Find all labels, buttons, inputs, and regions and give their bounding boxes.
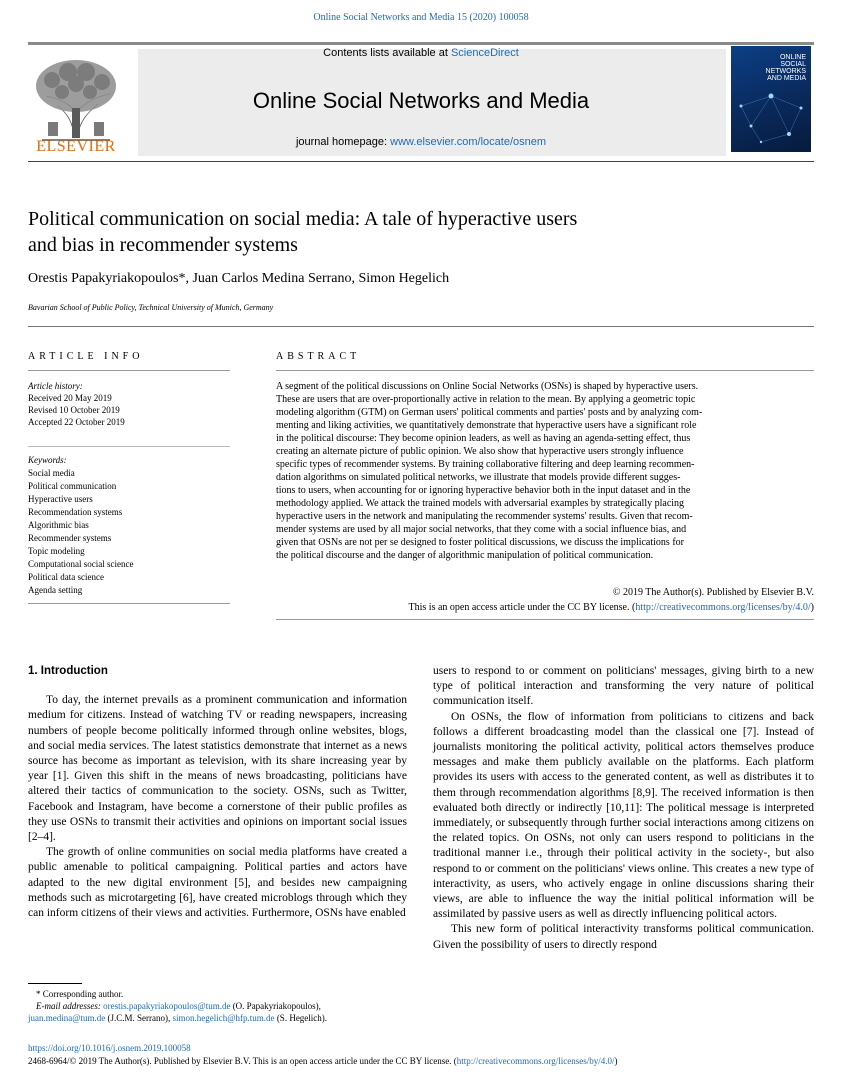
article-title-line: Political communication on social media: A tale of hyperactive users xyxy=(28,208,578,230)
abstract-line: These are users that are over-proportionally active in relation to the mean. By applying a geometric topic xyxy=(276,394,696,405)
abstract-text xyxy=(276,380,814,562)
homepage-link[interactable]: www.elsevier.com/locate/osnem xyxy=(390,136,547,148)
body-paragraph: users to respond to or comment on politicians' messages, giving birth to a new type of political interaction and transforming the very nature of political communication itself. xyxy=(433,665,814,708)
email-owner: (J.C.M. Serrano), xyxy=(105,1013,173,1023)
header-top-rule xyxy=(28,42,814,45)
copyright-line: © 2019 The Author(s). Published by Elsevier B.V. xyxy=(612,587,814,598)
body-column-left xyxy=(28,664,407,921)
abstract-line: specific types of recommender systems. By training collaborative filtering and deep learning recommen- xyxy=(276,459,695,470)
email-link[interactable]: juan.medina@tum.de xyxy=(28,1013,106,1023)
keyword-item: Agenda setting xyxy=(28,585,83,595)
contents-prefix: Contents lists available at xyxy=(323,47,451,59)
license-prefix: This is an open access article under the CC BY license. ( xyxy=(408,602,636,613)
header-separator xyxy=(28,326,814,327)
body-paragraph: This new form of political interactivity transforms political communication. Given the possibility of users to directly respond xyxy=(433,923,814,951)
cover-title xyxy=(766,54,806,82)
abstract-line: the political discourse and the danger of algorithmic manipulation of political communication. xyxy=(276,550,654,561)
issn-suffix: ) xyxy=(614,1056,618,1066)
abstract-line: given that OSNs are not per se designed to foster political discussions, we discuss the implications for xyxy=(276,537,684,548)
elsevier-wordmark[interactable]: ELSEVIER xyxy=(36,138,116,155)
abstract-bottom-rule xyxy=(276,619,814,620)
body-paragraph: To day, the internet prevails as a prominent communication and information medium for citizens. Instead of watching TV or reading newspapers, increasing numbers of people become politically informed through online websites, blogs, and social media services. The latest statistics demonstrate that internet as a news source has become as important as television, with its share increasing year by year [1]. Given this shift in the means of news broadcasting, politicians have altered their tactics of communication to the society. OSNs, such as Twitter, Facebook and Instagram, have become a cornerstone of their public profiles as they use OSNs to transmit their activities and opinions on important social issues [2–4]. xyxy=(28,694,407,844)
keywords-list xyxy=(28,454,133,597)
issn-prefix: 2468-6964/© 2019 The Author(s). Published by Elsevier B.V. This is an open access article under the CC BY license. ( xyxy=(28,1056,457,1066)
header-bottom-rule xyxy=(28,161,814,162)
corresponding-author-note: * Corresponding author. xyxy=(36,989,124,999)
article-title-line: and bias in recommender systems xyxy=(28,234,298,256)
history-entry: Revised 10 October 2019 xyxy=(28,405,120,415)
sciencedirect-link[interactable]: ScienceDirect xyxy=(450,47,519,59)
homepage-prefix: journal homepage: xyxy=(295,136,391,148)
abstract-line: hyperactive users in the network and manipulating the recommender systems' results. Given that recom- xyxy=(276,511,693,522)
section-heading: 1. Introduction xyxy=(28,665,108,677)
body-paragraph: On OSNs, the flow of information from politicians to citizens and back follows a different broadcasting model than the classical one [7]. Instead of journalists monitoring the political activity, political actors themselves produce messages and make them publicly available on the platforms. Each platform provides its users with access to the generated content, as well as distributes it to them through recommendation algorithms [8,9]. The received information is then evaluated both directly or indirectly [10,11]: The political message is interpreted immediately, or subsequently through further social interactions among citizens on the related topics. On OSNs, not only can users respond to politicians in the traditional manner i.e., through their political activity in the society-, but also respond to or comment on the politicians' views online. This creates a new type of interactivity, as users, who actively engage in online discussions sharing their views, are able to influence the way the initial political information will be assimilated by passive users as well as directly influencing political actors. xyxy=(433,710,814,921)
footnote-rule xyxy=(28,983,82,984)
email-addresses-cont xyxy=(28,1012,407,1024)
footnote xyxy=(28,988,407,1024)
abstract-line: dation algorithms on simulated political networks, we illustrate that models provide different sugges- xyxy=(276,472,681,483)
author-list[interactable]: Orestis Papakyriakopoulos*, Juan Carlos Medina Serrano, Simon Hegelich xyxy=(28,271,450,286)
article-info-rule xyxy=(28,370,230,371)
email-owner: (O. Papakyriakopoulos), xyxy=(230,1001,321,1011)
history-entry: Accepted 22 October 2019 xyxy=(28,417,125,427)
contents-line xyxy=(0,47,842,59)
keyword-item: Hyperactive users xyxy=(28,494,93,504)
abstract-line: A segment of the political discussions on Online Social Networks (OSNs) is shaped by hyperactive users. xyxy=(276,381,699,392)
article-info-bottom-rule xyxy=(28,603,230,604)
issn-line xyxy=(28,1056,618,1066)
cover-title-line: SOCIAL xyxy=(780,61,806,68)
journal-cover-image[interactable] xyxy=(731,46,811,152)
body-paragraph: The growth of online communities on social media platforms have created a public amenable to political campaigning. Political parties and actors have adapted to the new digital environment [5], and besides new campaigning methods such as microtargeting [6], have created microblogs through which they can inform citizens of their views and activities. Furthermore, OSNs have enabled xyxy=(28,846,407,920)
abstract-line: tions to users, when accounting for or ignoring hyperactive behavior both in the input dataset and in the xyxy=(276,485,691,496)
affiliation: Bavarian School of Public Policy, Technical University of Munich, Germany xyxy=(28,303,274,312)
keyword-item: Recommender systems xyxy=(28,533,112,543)
keywords-label: Keywords: xyxy=(28,455,67,465)
article-info-heading: ARTICLE INFO xyxy=(28,351,144,362)
abstract-heading: ABSTRACT xyxy=(276,351,361,362)
abstract-line: modeling algorithm (GTM) on German users' political comments and parties' posts and by analyzing com- xyxy=(276,407,703,418)
keyword-item: Political communication xyxy=(28,481,117,491)
homepage-line xyxy=(0,136,842,148)
keyword-item: Recommendation systems xyxy=(28,507,123,517)
journal-title: Online Social Networks and Media xyxy=(252,88,590,113)
history-entry: Received 20 May 2019 xyxy=(28,393,112,403)
license-suffix: ) xyxy=(810,602,814,613)
cover-title-line: NETWORKS xyxy=(765,68,806,75)
keywords-rule xyxy=(28,446,230,447)
journal-reference[interactable]: Online Social Networks and Media 15 (2020) 100058 xyxy=(313,12,529,23)
abstract-rule xyxy=(276,370,814,371)
email-link[interactable]: orestis.papakyriakopoulos@tum.de xyxy=(103,1001,231,1011)
abstract-line: creating an alternate picture of public opinion. We also show that hyperactive users strongly influence xyxy=(276,446,684,457)
article-title xyxy=(28,206,728,258)
keyword-item: Social media xyxy=(28,468,75,478)
cover-title-line: AND MEDIA xyxy=(767,75,806,82)
article-history xyxy=(28,380,125,428)
license-link[interactable]: http://creativecommons.org/licenses/by/4.0/ xyxy=(635,602,811,613)
abstract-line: mender systems are used by all major social networks, that they come with a social influence bias, and xyxy=(276,524,687,535)
abstract-line: methodology applied. We attack the trained models with adversarial examples by strategically placing xyxy=(276,498,685,509)
keyword-item: Computational social science xyxy=(28,559,134,569)
abstract-line: in the political discourse: They become opinion leaders, as well as having an agenda-setting effect, thus xyxy=(276,433,691,444)
footer-license-link[interactable]: http://creativecommons.org/licenses/by/4.0/ xyxy=(456,1056,615,1066)
body-column-right xyxy=(433,664,814,953)
doi-link[interactable]: https://doi.org/10.1016/j.osnem.2019.100058 xyxy=(28,1043,191,1053)
email-label: E-mail addresses: xyxy=(36,1001,104,1011)
email-owner: (S. Hegelich). xyxy=(274,1013,328,1023)
cover-title-line: ONLINE xyxy=(779,54,806,61)
history-label: Article history: xyxy=(28,381,83,391)
keyword-item: Topic modeling xyxy=(28,546,85,556)
keyword-item: Political data science xyxy=(28,572,104,582)
email-link[interactable]: simon.hegelich@hfp.tum.de xyxy=(172,1013,275,1023)
license-line xyxy=(409,602,814,613)
keyword-item: Algorithmic bias xyxy=(28,520,89,530)
email-addresses xyxy=(28,1000,407,1012)
abstract-line: menting and liking activities, we quantitatively demonstrate that hyperactive users have a significant role xyxy=(276,420,697,431)
